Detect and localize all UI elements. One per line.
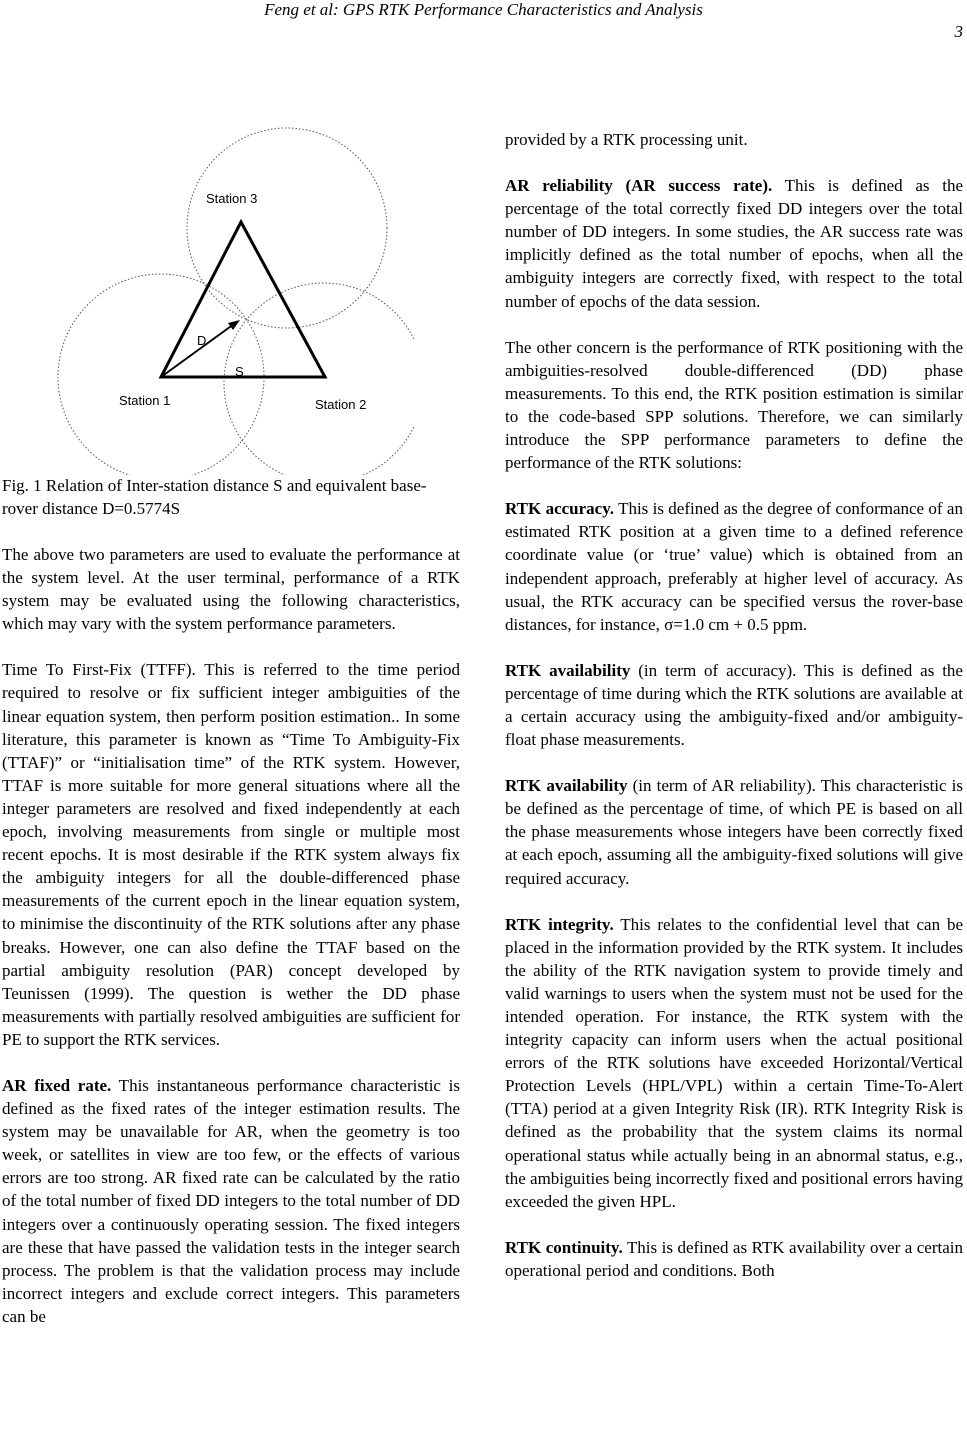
paragraph: The above two parameters are used to evaluate the performance at the system level. At the user terminal, performance of a RTK system may be evaluated using the following characteristics, which may vary with the system performance parameters.	[2, 545, 460, 634]
left-column-body	[2, 543, 460, 1351]
term-heading: RTK availability	[505, 660, 631, 680]
d-label: D	[197, 333, 207, 348]
d-arrow-line	[161, 324, 234, 377]
paragraph-text: This instantaneous performance characteristic is defined as the fixed rates of the integer estimation results. The system may be unavailable for AR, when the geometry is too week, or satellites in view are too few, or the effects of various errors are too strong. AR fixed rate can be calculated by the ratio of the total number of fixed DD integers to the total number of DD integers over a continuously operating session. The fixed integers are these that have passed the validation tests in the integer search process. The problem is that the validation process may include incorrect integers and exclude correct integers. This parameters can be	[2, 1075, 460, 1326]
station2-range-circle	[224, 283, 414, 475]
station-triangle	[161, 222, 325, 377]
station-geometry-figure	[54, 125, 414, 475]
station1-label: Station 1	[119, 393, 171, 408]
running-header: Feng et al: GPS RTK Performance Characteristics and Analysis	[264, 0, 703, 19]
term-heading: RTK continuity.	[505, 1237, 623, 1257]
paragraph	[505, 913, 963, 1213]
station2-label: Station 2	[315, 397, 367, 412]
paragraph-text: This is defined as RTK availability over a certain operational period and conditions. Both	[505, 1237, 964, 1280]
paragraph	[505, 497, 963, 636]
term-heading: AR reliability (AR success rate).	[505, 176, 773, 196]
paragraph	[505, 774, 963, 889]
term-heading: RTK integrity.	[505, 914, 614, 934]
d-arrow-head	[228, 320, 240, 330]
paragraph	[505, 659, 963, 751]
figure-caption: Fig. 1 Relation of Inter-station distance S and equivalent base-rover distance D=0.5774S	[2, 476, 427, 519]
right-column	[505, 128, 963, 1305]
page-number: 3	[954, 22, 963, 41]
paragraph	[2, 1074, 460, 1328]
paragraph: The other concern is the performance of RTK positioning with the ambiguities-resolved double-differenced (DD) phase measurements. To this end, the RTK position estimation is similar to the code-based SPP solutions. Therefore, we can similarly introduce the SPP performance parameters to define the performance of the RTK solutions:	[505, 337, 963, 473]
term-heading: RTK availability	[505, 776, 628, 796]
paragraph	[505, 174, 963, 313]
paragraph-text: (in term of accuracy). This is defined as the percentage of time during which the RTK solutions are available at a certain accuracy using the ambiguity-fixed and/or ambiguity-float phase measurements.	[505, 660, 963, 750]
term-heading: RTK accuracy.	[505, 499, 615, 519]
term-heading: AR fixed rate.	[2, 1075, 112, 1095]
paragraph-text: (in term of AR reliability). This characteristic is be defined as the percentage of time, of which PE is based on all the phase measurements whose integers have been correctly fixed at each epoch, assuming all the ambiguity-fixed solutions will give required accuracy.	[505, 776, 963, 888]
paragraph-text: This is defined as the percentage of the total correctly fixed DD integers over the total number of DD integers. In some studies, the AR success rate was implicitly defined as the total number of epochs, when all the ambiguity integers are correctly fixed, with respect to the total number of epochs of the data session.	[505, 176, 963, 311]
paragraph: provided by a RTK processing unit.	[505, 130, 748, 149]
paragraph-text: This is defined as the degree of conformance of an estimated RTK position at a given time to a defined reference coordinate value (or ‘true’ value) which is obtained from an independent approach, preferably at higher level of accuracy. As usual, the RTK accuracy can be specified versus the rover-base distances, for instance, σ=1.0 cm + 0.5 ppm.	[505, 499, 963, 634]
station3-label: Station 3	[206, 191, 258, 206]
paragraph-text: This relates to the confidential level that can be placed in the information provided by the RTK system. It includes the ability of the RTK navigation system to provide timely and valid warnings to users when the system must not be used for the intended operation. For instance, the RTK system with the integrity capacity can inform users when the actual positional errors of the RTK solutions have exceeded Horizontal/Vertical Protection Levels (HPL/VPL) within a certain Time-To-Alert (TTA) period at a given Integrity Risk (IR). RTK Integrity Risk is defined as the probability that the system claims its normal operational status while actually being in an abnormal status, e.g., the ambiguities being incorrectly fixed and positional errors having exceeded the given HPL.	[505, 914, 963, 1211]
paragraph	[505, 1236, 963, 1282]
station3-range-circle	[187, 128, 387, 328]
s-label: S	[235, 364, 244, 379]
paragraph: Time To First-Fix (TTFF). This is referred to the time period required to resolve or fix sufficient integer ambiguities of the linear equation system, then perform position estimation.. In some literature, this parameter is known as “Time To Ambiguity-Fix (TTAF)” or “initialisation time” of the RTK system. However, TTAF is more suitable for more general situations where all the integer parameters are resolved and fixed independently at each epoch, involving measurements from single or multiple most recent epochs. It is most desirable if the RTK system always fix the ambiguity integers for all the double-differenced phase measurements of the current epoch in the linear equation system, to minimise the discontinuity of the RTK solutions after any phase breaks. However, one can also define the TTAF based on the partial ambiguity resolution (PAR) concept developed by Teunissen (1999). The question is wether the DD phase measurements with partially resolved ambiguities are sufficient for PE to support the RTK services.	[2, 660, 460, 1049]
